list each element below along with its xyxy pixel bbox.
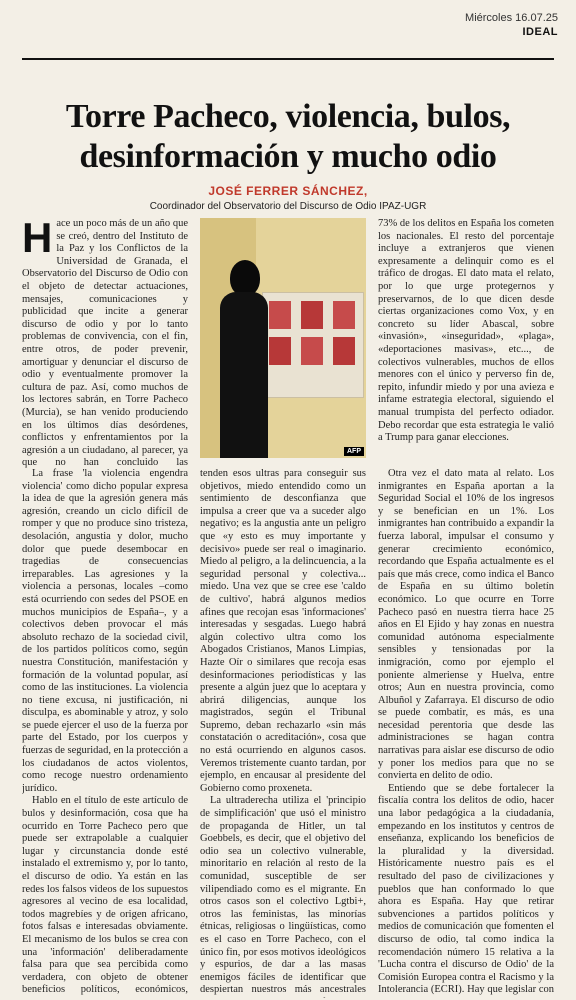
article-headline: Torre Pacheco, violencia, bulos, desinformación y mucho odio bbox=[65, 97, 511, 175]
paragraph: 73% de los delitos en España los cometen los nacionales. El resto del porcentaje incluye a extranjeros que vienen expresamente a delinquir como es el tráfico de drogas. El dato mata el relato, por lo que urge protegernos y preservarnos, de lo que dicen desde ciertas organizaciones como Vox, y en concreto su líder Abascal, sobre «invasión», «inseguridad», «plaga», «deportaciones masivas», etc..., de colectivos vulnerables, muchos de ellos menores con el único y perverso fin de, repito, infundir miedo y por una avieza e infame estrategia electoral, siguiendo el manual trumpista del perfecto odiador. Debo recordar que esta estrategia le valió a Trump para ganar elecciones. bbox=[378, 218, 554, 444]
paragraph-text: ace un poco más de un año que se creó, dentro del Instituto de la Paz y los Conflictos de la Universidad de Granada, el Observatorio del Discurso de Odio con el objeto de detectar actuaciones, mensajes, comunicaciones y publicidad que incite a generar discurso de odio y por lo tanto problemas de convivencia, con el fin, entre otros, de poder prevenir, amortiguar y denunciar el discurso de odio y eventualmente promover la cultura de paz. Así, como muchos de los lectores sabrán, en Torre Pacheco (Murcia), se han venido produciendo en los últimos días desórdenes, conflictos y enfrentamientos por la agresión a un ciudadano, al parecer, ya que no han concluido las bbox=[22, 218, 188, 468]
poster-shape bbox=[301, 337, 323, 365]
poster-shape bbox=[333, 337, 355, 365]
column-3-top bbox=[378, 218, 554, 468]
paragraph: La frase 'la violencia engendra violencia' como dicho popular expresa la idea de que la agresión genera más agresión, creando un ciclo difícil de romper y que no produce sino tristeza, desolación, angustia y dolor, mucho dolor que puede desembocar en tragedias de consecuencias irreparables. Las agresiones y la violencia a personas, locales –como está ocurriendo con sedes del PSOE en muchos municipios de España–, y a colectivos deben provocar el más absoluto rechazo de la sociedad civil, de los partidos políticos como, según nuestra Constitución, manifestación y formación de la voluntad popular, así como de las instituciones. La violencia no tiene excusa, ni justificación, ni disculpa, es abominable y atroz, y solo se puede ejercer el uso de la fuerza por parte del Estado, por los cuerpos y fuerzas de seguridad, en la protección a los ciudadanos de actos violentos, como recoge nuestro ordenamiento jurídico. bbox=[22, 468, 188, 794]
paragraph bbox=[22, 218, 188, 468]
poster-shape bbox=[269, 337, 291, 365]
author-role: Coordinador del Observatorio del Discurso de Odio IPAZ-UGR bbox=[149, 201, 427, 212]
newspaper-brand: IDEAL bbox=[522, 26, 558, 38]
issue-date: Miércoles 16.07.25 bbox=[465, 12, 558, 24]
person-silhouette bbox=[220, 248, 266, 458]
article-bottom-section bbox=[22, 468, 554, 998]
paragraph: tenden esos ultras para conseguir sus objetivos, miedo entendido como un sentimiento de desconfianza que impulsa a creer que va a suceder algo negativo; es la angustia ante un peligro que «y esto es muy importante y decisivo» puede ser real o imaginario. Miedo al peligro, a la delincuencia, a la seguridad personal y colectiva... miedo. Una vez que se cree ese 'caldo de cultivo', habrá algunos medios afines que recojan esas 'informaciones' interesadas y sesgadas. Luego habrá algún colectivo ultra como los Abogados Cristianos, Manos Limpias, Hazte Oír o similares que recoja esas desinformaciones periodísticas y las presente a algún juez que lo aceptara y abrirá diligencias, aunque los magistrados, según el Tribunal Supremo, deban rechazarlo «sin más constatación o acreditación», cosa que no está ocurriendo en algunos casos. Veremos tristemente cuanto tardan, por ejemplo, en encausar al presidente del Gobierno como proxeneta. bbox=[200, 468, 366, 794]
poster-shape bbox=[301, 301, 323, 329]
poster-shape bbox=[269, 301, 291, 329]
column-1-bottom bbox=[22, 468, 188, 998]
silhouette-head bbox=[230, 260, 260, 296]
photo-credit: AFP bbox=[344, 447, 364, 456]
page-header bbox=[465, 12, 558, 38]
header-rule bbox=[22, 58, 554, 60]
author-name: JOSÉ FERRER SÁNCHEZ, bbox=[208, 184, 368, 198]
drop-cap: H bbox=[22, 218, 53, 261]
byline bbox=[0, 184, 576, 212]
silhouette-body bbox=[220, 292, 268, 458]
notice-board bbox=[262, 292, 364, 398]
column-2-bottom bbox=[200, 468, 366, 998]
article-top-section bbox=[22, 218, 554, 468]
article-photo bbox=[200, 218, 366, 458]
paragraph: Hablo en el título de este artículo de bulos y desinformación, cosa que ha ocurrido en Torre Pacheco pero que puede ser extrapolable a cualquier lugar y circunstancia donde esté instalado el extremismo y, por lo tanto, el discurso de odio. Ya están en las redes los falsos videos de los supuestos agresores al vecino de esa localidad, todos magrebíes y de origen africano, fotos falsas e interesadas obviamente. El mecanismo de los bulos se crea con una 'información' deliberadamente falsa para que sea percibida como verdadera, con objeto de obtener beneficios políticos, económicos, bbox=[22, 795, 188, 996]
paragraph: Otra vez el dato mata al relato. Los inmigrantes en España aportan a la Seguridad Social el 10% de los ingresos y se benefician en un 1%. Los inmigrantes han contribuido a expandir la fuerza laboral, impulsar el consumo y generar crecimiento económico, recordando que España actualmente es el país que más crece, como indica el Banco de España en su último boletín económico. Lo que ocurre en Torre Pacheco pasó en nuestra tierra hace 25 años en El Ejido y hay zonas en nuestra comunidad autónoma especialmente sensibles y tensionadas por la inmigración, como por ejemplo el poniente almeriense y Huelva, entre otros; Aun en nuestra provincia, como Albuñol y Zafarraya. El discurso de odio se puede combatir, es más, es una necesidad perentoria que desde las administraciones se hagan contra narrativas para aislar ese discurso de odio y poner los medios para que no se convierta en delito de odio. bbox=[378, 468, 554, 782]
column-1-top bbox=[22, 218, 188, 468]
paragraph: La ultraderecha utiliza el 'principio de simplificación' que usó el ministro de propaganda de Hitler, un tal Goebbels, es decir, que el objetivo del odio sea un colectivo vulnerable, minoritario en relación al resto de la comunidad, susceptible de ser vilipendiado como es el migrante. En otros casos son el colectivo Lgtbi+, otros las feministas, las minorías étnicas, religiosas o lingüísticas, como es el caso en Torre Pacheco, con el único fin, por esos motivos ideológicos y espurios, de dar a las masas enemigos fáciles de identificar que despiertan nuestros más ancestrales bbox=[200, 795, 366, 996]
paragraph: Entiendo que se debe fortalecer la fiscalía contra los delitos de odio, hacer una labor pedagógica a la ciudadanía, empezando en los institutos y centros de enseñanza, explicando los beneficios de la pluralidad y la diversidad. Históricamente nuestro país es el resultado del paso de civilizaciones y pueblos que han conformado lo que ahora es España. Hay que retirar subvenciones a partidos políticos y medios de comunicación que fomenten el discurso de odio, tal como indica la recomendación número 15 relativa a la 'Lucha contra el discurso de Odio' de la Comisión Europea contra el Racismo y la Intolerancia (ECRI). Hay que legislar con bbox=[378, 782, 554, 996]
poster-shape bbox=[333, 301, 355, 329]
column-3-bottom bbox=[378, 468, 554, 998]
